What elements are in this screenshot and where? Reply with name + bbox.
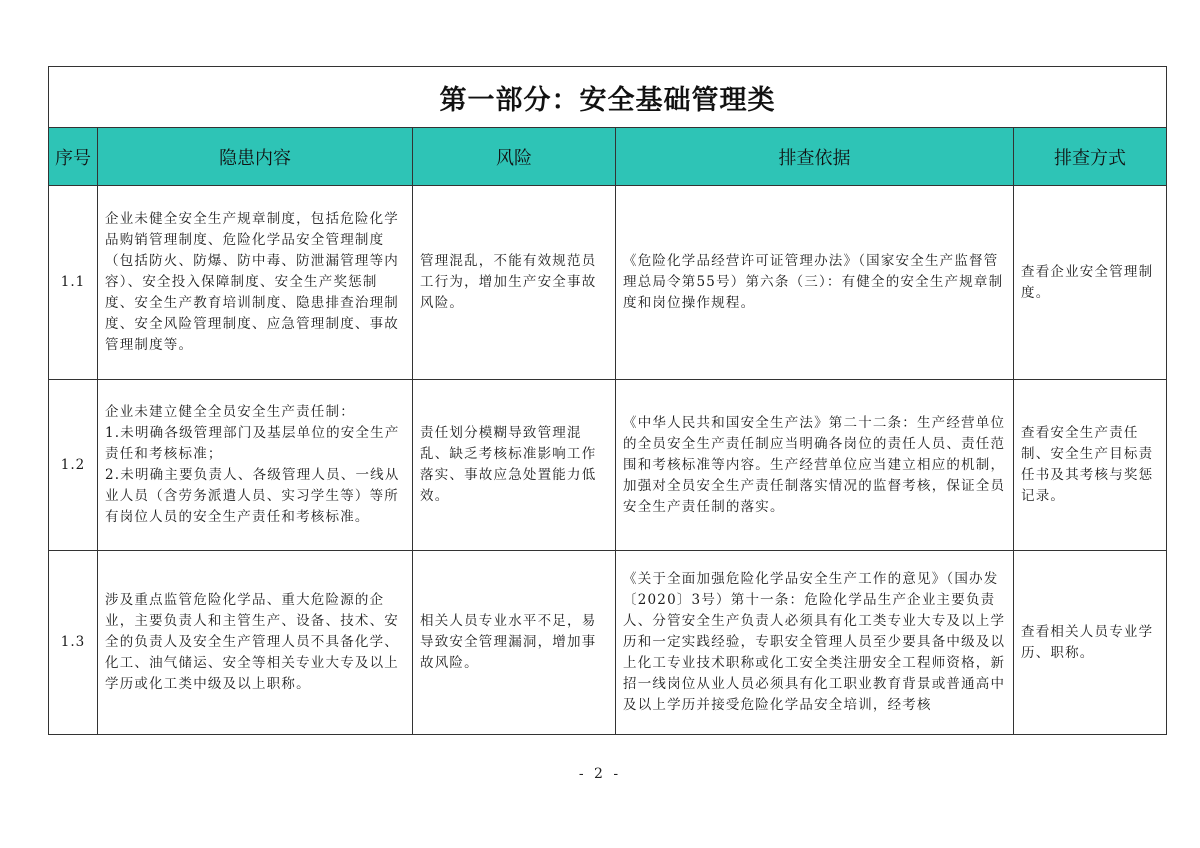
hazard-content: 涉及重点监管危险化学品、重大危险源的企业，主要负责人和主管生产、设备、技术、安全的负责人及安全生产管理人员不具备化学、化工、油气储运、安全等相关专业大专及以上学历或化工类中级及以上职称。 (105, 592, 399, 692)
table-row (49, 186, 1167, 380)
section-title: 第一部分：安全基础管理类 (49, 67, 1167, 128)
hazard-content: 企业未建立健全全员安全生产责任制： 1.未明确各级管理部门及基层单位的安全生产责任和考核标准； 2.未明确主要负责人、各级管理人员、一线从业人员（含劳务派遣人员、实习学生等）等所有岗位人员的安全生产责任和考核标准。 (105, 404, 400, 525)
method-cell (1014, 380, 1167, 551)
risk-text: 相关人员专业水平不足，易导致安全管理漏洞，增加事故风险。 (420, 613, 597, 671)
basis-text: 《中华人民共和国安全生产法》第二十二条：生产经营单位的全员安全生产责任制应当明确各岗位的责任人员、责任范围和考核标准等内容。生产经营单位应当建立相应的机制，加强对全员安全生产责任制落实情况的监督考核，保证全员安全生产责任制的落实。 (623, 414, 1006, 515)
method-text: 查看企业安全管理制度。 (1021, 263, 1154, 301)
risk-cell (413, 186, 616, 380)
row-number: 1.3 (49, 551, 98, 735)
header-row (49, 128, 1167, 186)
table-row (49, 380, 1167, 551)
header-number: 序号 (49, 128, 98, 186)
risk-cell (413, 380, 616, 551)
basis-text: 《危险化学品经营许可证管理办法》（国家安全生产监督管理总局令第55号）第六条（三）：有健全的安全生产规章制度和岗位操作规程。 (623, 253, 1004, 311)
hazard-content-cell (98, 380, 413, 551)
basis-cell (616, 551, 1014, 735)
header-basis: 排查依据 (616, 128, 1014, 186)
table-row (49, 551, 1167, 735)
hazard-content: 企业未健全安全生产规章制度，包括危险化学品购销管理制度、危险化学品安全管理制度（包括防火、防爆、防中毒、防泄漏管理等内容）、安全投入保障制度、安全生产奖惩制度、安全生产教育培训制度、隐患排查治理制度、安全风险管理制度、应急管理制度、事故管理制度等。 (105, 211, 399, 353)
row-number: 1.1 (49, 186, 98, 380)
method-text: 查看安全生产责任制、安全生产目标责任书及其考核与奖惩记录。 (1021, 425, 1154, 504)
hazard-content-cell (98, 551, 413, 735)
basis-cell (616, 380, 1014, 551)
basis-cell (616, 186, 1014, 380)
risk-cell (413, 551, 616, 735)
method-text: 查看相关人员专业学历、职称。 (1021, 623, 1154, 661)
header-hazard-content: 隐患内容 (98, 128, 413, 186)
risk-text: 责任划分模糊导致管理混乱、缺乏考核标准影响工作落实、事故应急处置能力低效。 (420, 425, 597, 504)
hazard-content-cell (98, 186, 413, 380)
method-cell (1014, 186, 1167, 380)
page-number: - 2 - (578, 766, 622, 782)
basis-text: 《关于全面加强危险化学品安全生产工作的意见》（国办发〔2020〕3号）第十一条：危险化学品生产企业主要负责人、分管安全生产负责人必须具有化工类专业大专及以上学历和一定实践经验，专职安全管理人员至少要具备中级及以上化工专业技术职称或化工安全类注册安全工程师资格，新招一线岗位从业人员必须具有化工职业教育背景或普通高中及以上学历并接受危险化学品安全培训，经考核 (623, 571, 1006, 713)
risk-text: 管理混乱，不能有效规范员工行为，增加生产安全事故风险。 (420, 253, 597, 311)
header-risk: 风险 (413, 128, 616, 186)
row-number: 1.2 (49, 380, 98, 551)
hazard-checklist-table (48, 66, 1167, 735)
title-row (49, 67, 1167, 128)
header-method: 排查方式 (1014, 128, 1167, 186)
method-cell (1014, 551, 1167, 735)
